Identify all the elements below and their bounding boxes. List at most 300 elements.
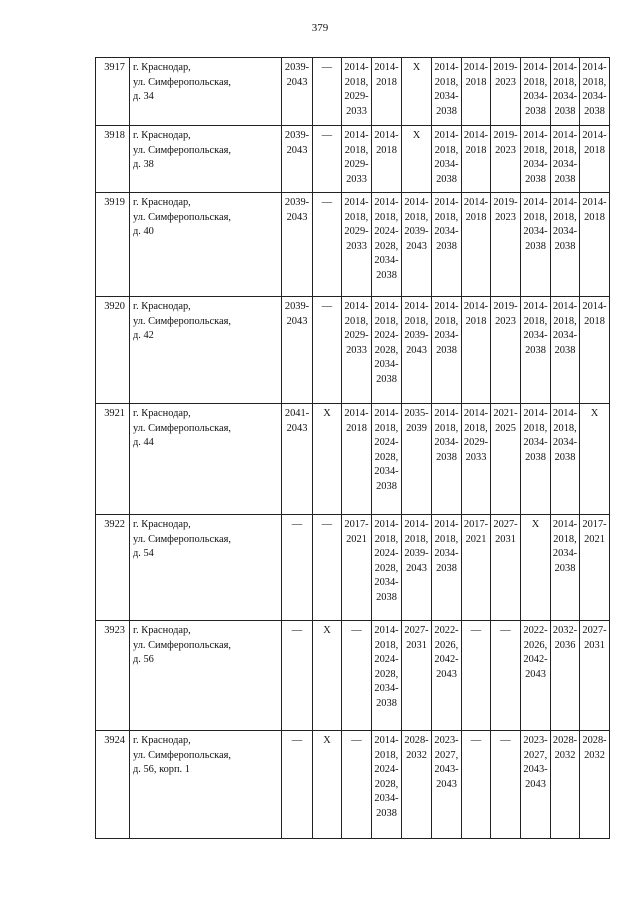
- period-value: 2033: [346, 240, 367, 252]
- period-value: 2014-: [552, 408, 578, 419]
- period-value: X: [412, 62, 421, 73]
- table-row: [96, 404, 610, 515]
- period-cell: [580, 731, 610, 839]
- period-cell: [491, 621, 521, 731]
- period-value: —: [321, 519, 333, 530]
- period-cell: [432, 126, 462, 193]
- period-value: 2034-: [374, 793, 399, 804]
- period-value: X: [412, 130, 421, 141]
- period-value: 2028-: [404, 735, 429, 746]
- row-number: 3920: [96, 297, 130, 404]
- period-value: X: [323, 735, 331, 746]
- period-value: 2039-: [284, 197, 310, 208]
- address-line: г. Краснодар,: [133, 735, 191, 746]
- period-value: 2034-: [523, 91, 548, 102]
- period-value: 2018,: [553, 76, 577, 88]
- row-number: 3918: [96, 126, 130, 193]
- period-cell: [372, 621, 402, 731]
- period-value: 2018,: [344, 76, 369, 88]
- period-value: 2018: [376, 144, 397, 156]
- period-cell: [521, 58, 551, 126]
- table-row: [96, 297, 610, 404]
- address-line: д. 54: [133, 548, 154, 559]
- period-value: 2014-: [582, 130, 607, 141]
- period-cell: [372, 193, 402, 297]
- period-cell: [462, 404, 491, 515]
- period-value: 2027,: [434, 749, 459, 761]
- period-value: 2034-: [582, 91, 607, 102]
- address-cell: [130, 193, 282, 297]
- period-value: 2017-: [582, 519, 607, 530]
- period-value: 2027-: [582, 625, 607, 636]
- period-value: 2024-: [374, 654, 399, 665]
- period-value: 2034-: [552, 437, 578, 448]
- period-value: 2014-: [434, 408, 459, 419]
- period-value: 2043: [525, 778, 546, 790]
- period-value: 2014-: [463, 408, 489, 419]
- period-value: 2038: [554, 344, 576, 356]
- period-cell: [580, 621, 610, 731]
- period-value: 2043: [406, 562, 427, 574]
- period-cell: [282, 621, 313, 731]
- period-value: 2022-: [523, 625, 548, 636]
- period-value: 2014-: [523, 408, 548, 419]
- period-cell: [491, 193, 521, 297]
- period-value: 2038: [376, 591, 397, 603]
- period-value: 2038: [376, 373, 397, 385]
- period-value: 2018,: [344, 144, 369, 156]
- period-value: 2026,: [523, 639, 548, 651]
- period-value: 2018,: [404, 211, 429, 223]
- period-value: 2014-: [463, 197, 489, 208]
- period-value: 2018,: [344, 315, 369, 327]
- period-cell: [372, 126, 402, 193]
- period-value: 2034-: [374, 359, 399, 370]
- address-line: д. 34: [133, 91, 154, 102]
- period-value: 2028,: [374, 344, 399, 356]
- address-line: ул. Симферопольская,: [133, 76, 231, 88]
- period-value: 2018,: [404, 533, 429, 545]
- row-number: 3921: [96, 404, 130, 515]
- period-value: —: [351, 735, 362, 746]
- period-value: 2014-: [552, 301, 578, 312]
- period-cell: [551, 515, 580, 621]
- table-row: [96, 621, 610, 731]
- period-value: 2014-: [552, 62, 578, 73]
- period-value: 2029-: [344, 330, 369, 341]
- period-cell: [432, 297, 462, 404]
- address-cell: [130, 404, 282, 515]
- period-cell: [432, 58, 462, 126]
- period-value: 2032: [584, 749, 605, 761]
- period-cell: [551, 297, 580, 404]
- period-cell: [342, 193, 372, 297]
- period-value: 2034-: [374, 466, 399, 477]
- address-line: г. Краснодар,: [133, 408, 191, 419]
- period-value: 2014-: [374, 625, 399, 636]
- period-cell: [551, 193, 580, 297]
- period-value: 2014-: [523, 130, 548, 141]
- period-value: 2039-: [284, 62, 310, 73]
- period-value: 2014-: [374, 519, 399, 530]
- period-value: 2042-: [523, 654, 548, 665]
- table-row: [96, 58, 610, 126]
- period-value: 2038: [525, 451, 546, 463]
- period-value: 2034-: [374, 577, 399, 588]
- period-cell: [580, 126, 610, 193]
- period-value: 2039-: [404, 226, 429, 237]
- period-value: 2034-: [552, 159, 578, 170]
- address-line: ул. Симферопольская,: [133, 533, 231, 545]
- address-cell: [130, 297, 282, 404]
- period-cell: [580, 515, 610, 621]
- period-value: 2034-: [434, 548, 459, 559]
- period-value: 2014-: [434, 301, 459, 312]
- period-value: 2034-: [523, 330, 548, 341]
- period-value: 2018,: [523, 76, 548, 88]
- period-cell: [372, 515, 402, 621]
- period-value: 2043-: [523, 764, 548, 775]
- address-line: ул. Симферопольская,: [133, 144, 231, 156]
- period-value: 2014-: [344, 197, 369, 208]
- period-value: 2043: [406, 240, 427, 252]
- period-value: 2014-: [552, 130, 578, 141]
- period-value: 2043-: [434, 764, 459, 775]
- period-value: 2018,: [434, 144, 459, 156]
- period-value: 2034-: [552, 330, 578, 341]
- address-line: ул. Симферопольская,: [133, 315, 231, 327]
- period-value: 2018,: [374, 749, 399, 761]
- period-value: 2023-: [434, 735, 459, 746]
- period-value: 2014-: [434, 197, 459, 208]
- period-cell: [342, 731, 372, 839]
- period-cell: [402, 515, 432, 621]
- period-value: 2033: [346, 344, 367, 356]
- period-cell: [521, 404, 551, 515]
- period-value: 2018: [584, 211, 605, 223]
- period-value: 2014-: [374, 62, 399, 73]
- period-value: 2014-: [552, 519, 578, 530]
- period-value: 2038: [554, 240, 576, 252]
- period-cell: [551, 621, 580, 731]
- period-value: 2034-: [434, 159, 459, 170]
- period-value: 2034-: [552, 548, 578, 559]
- period-value: 2024-: [374, 226, 399, 237]
- period-value: 2014-: [463, 301, 489, 312]
- period-cell: [491, 58, 521, 126]
- address-cell: [130, 126, 282, 193]
- period-cell: [491, 297, 521, 404]
- row-number: 3922: [96, 515, 130, 621]
- address-line: г. Краснодар,: [133, 130, 191, 141]
- period-cell: [521, 193, 551, 297]
- period-cell: [402, 297, 432, 404]
- period-value: 2018,: [434, 533, 459, 545]
- period-value: 2014-: [404, 519, 429, 530]
- period-value: —: [470, 625, 482, 636]
- period-cell: [491, 126, 521, 193]
- period-cell: [551, 404, 580, 515]
- period-value: 2014-: [582, 301, 607, 312]
- period-value: 2029-: [344, 226, 369, 237]
- period-value: —: [500, 625, 511, 636]
- period-cell: [462, 193, 491, 297]
- period-value: 2023-: [523, 735, 548, 746]
- address-cell: [130, 58, 282, 126]
- period-value: 2043: [436, 778, 457, 790]
- period-value: 2034-: [434, 226, 459, 237]
- period-cell: [282, 515, 313, 621]
- period-value: —: [321, 62, 333, 73]
- period-cell: [372, 297, 402, 404]
- period-cell: [372, 58, 402, 126]
- period-value: 2038: [436, 562, 457, 574]
- period-value: 2026,: [434, 639, 459, 651]
- period-value: 2028,: [374, 240, 399, 252]
- period-value: 2039: [406, 422, 427, 434]
- period-value: 2028,: [374, 668, 399, 680]
- period-value: 2014-: [523, 301, 548, 312]
- period-cell: [282, 126, 313, 193]
- period-value: 2034-: [374, 255, 399, 266]
- row-number: 3917: [96, 58, 130, 126]
- period-value: 2039-: [404, 548, 429, 559]
- period-value: 2018: [584, 315, 605, 327]
- period-value: 2018,: [404, 315, 429, 327]
- period-value: 2018,: [553, 211, 577, 223]
- period-value: 2014-: [463, 62, 489, 73]
- period-value: 2018,: [553, 315, 577, 327]
- period-cell: [342, 515, 372, 621]
- period-value: 2038: [554, 451, 576, 463]
- period-value: 2018: [465, 144, 487, 156]
- period-cell: [342, 621, 372, 731]
- period-value: 2023: [495, 211, 516, 223]
- address-cell: [130, 515, 282, 621]
- period-value: 2043: [286, 211, 308, 223]
- period-cell: [372, 731, 402, 839]
- period-value: 2038: [525, 173, 546, 185]
- period-cell: [432, 515, 462, 621]
- period-value: 2031: [495, 533, 516, 545]
- period-cell: [551, 126, 580, 193]
- period-value: 2024-: [374, 764, 399, 775]
- table-row: [96, 731, 610, 839]
- period-value: 2018,: [523, 211, 548, 223]
- period-value: 2014-: [374, 735, 399, 746]
- period-value: 2042-: [434, 654, 459, 665]
- table-row: [96, 126, 610, 193]
- period-value: 2028-: [552, 735, 578, 746]
- period-value: 2018: [346, 422, 367, 434]
- period-value: 2014-: [523, 197, 548, 208]
- period-value: 2014-: [434, 519, 459, 530]
- period-value: 2014-: [523, 62, 548, 73]
- period-value: 2029-: [463, 437, 489, 448]
- period-value: 2021-: [493, 408, 518, 419]
- period-value: 2034-: [434, 91, 459, 102]
- period-value: 2038: [525, 105, 546, 117]
- address-line: д. 56, корп. 1: [133, 764, 190, 775]
- period-value: 2033: [465, 451, 487, 463]
- period-value: 2043: [525, 668, 546, 680]
- period-value: 2043: [436, 668, 457, 680]
- period-value: 2018,: [434, 315, 459, 327]
- period-cell: [462, 731, 491, 839]
- period-value: 2018: [465, 76, 487, 88]
- period-value: 2038: [525, 344, 546, 356]
- period-value: 2028-: [582, 735, 607, 746]
- period-value: 2018,: [374, 211, 399, 223]
- period-value: 2018,: [553, 422, 577, 434]
- period-cell: [313, 126, 342, 193]
- period-value: 2038: [436, 105, 457, 117]
- period-value: 2018,: [523, 422, 548, 434]
- period-value: 2023: [495, 144, 516, 156]
- period-value: 2038: [525, 240, 546, 252]
- period-value: 2043: [286, 422, 308, 434]
- period-cell: [402, 58, 432, 126]
- address-line: г. Краснодар,: [133, 301, 191, 312]
- period-value: 2014-: [374, 301, 399, 312]
- period-value: 2039-: [284, 130, 310, 141]
- period-cell: [432, 193, 462, 297]
- period-value: 2014-: [344, 130, 369, 141]
- period-value: 2018,: [553, 144, 577, 156]
- address-line: ул. Симферопольская,: [133, 639, 231, 651]
- period-value: 2021: [346, 533, 367, 545]
- period-value: 2018,: [523, 315, 548, 327]
- period-value: 2039-: [404, 330, 429, 341]
- period-value: 2029-: [344, 91, 369, 102]
- period-value: 2018,: [434, 422, 459, 434]
- period-value: 2034-: [434, 330, 459, 341]
- period-value: 2032: [554, 749, 576, 761]
- address-line: г. Краснодар,: [133, 62, 191, 73]
- period-cell: [580, 58, 610, 126]
- period-cell: [521, 126, 551, 193]
- period-value: 2036: [554, 639, 576, 651]
- period-value: X: [323, 625, 331, 636]
- period-cell: [372, 404, 402, 515]
- period-value: 2038: [376, 697, 397, 709]
- period-value: 2018,: [582, 76, 607, 88]
- period-value: 2022-: [434, 625, 459, 636]
- period-value: 2032-: [552, 625, 578, 636]
- period-cell: [313, 193, 342, 297]
- period-cell: [282, 404, 313, 515]
- period-value: 2014-: [582, 197, 607, 208]
- period-cell: [521, 515, 551, 621]
- period-cell: [580, 193, 610, 297]
- period-value: 2027,: [523, 749, 548, 761]
- period-value: 2018,: [344, 211, 369, 223]
- period-value: 2018,: [553, 533, 577, 545]
- period-value: 2019-: [493, 130, 518, 141]
- period-cell: [402, 126, 432, 193]
- row-number: 3923: [96, 621, 130, 731]
- period-value: —: [321, 130, 333, 141]
- period-value: 2014-: [463, 130, 489, 141]
- period-cell: [521, 297, 551, 404]
- period-value: 2031: [584, 639, 605, 651]
- period-value: 2018,: [464, 422, 488, 434]
- period-value: 2043: [286, 76, 308, 88]
- period-value: 2043: [406, 344, 427, 356]
- period-value: 2018,: [374, 639, 399, 651]
- period-value: 2014-: [374, 408, 399, 419]
- period-cell: [342, 126, 372, 193]
- period-cell: [282, 193, 313, 297]
- period-value: 2034-: [374, 683, 399, 694]
- period-cell: [462, 58, 491, 126]
- period-cell: [432, 404, 462, 515]
- table-row: [96, 193, 610, 297]
- period-value: 2033: [346, 105, 367, 117]
- period-cell: [580, 404, 610, 515]
- period-value: 2018,: [374, 533, 399, 545]
- period-cell: [282, 297, 313, 404]
- period-value: 2014-: [374, 197, 399, 208]
- address-line: д. 40: [133, 226, 154, 237]
- period-value: 2028,: [374, 451, 399, 463]
- period-cell: [282, 58, 313, 126]
- period-value: X: [590, 408, 599, 419]
- period-value: 2023: [495, 315, 516, 327]
- period-value: 2019-: [493, 197, 518, 208]
- period-value: 2038: [376, 269, 397, 281]
- period-value: 2014-: [344, 62, 369, 73]
- period-value: X: [531, 519, 540, 530]
- period-value: 2014-: [404, 301, 429, 312]
- address-line: г. Краснодар,: [133, 625, 191, 636]
- period-value: —: [321, 197, 333, 208]
- period-cell: [402, 404, 432, 515]
- period-value: 2018: [465, 315, 487, 327]
- period-value: 2025: [495, 422, 516, 434]
- period-cell: [462, 621, 491, 731]
- address-line: ул. Симферопольская,: [133, 422, 231, 434]
- period-value: 2024-: [374, 437, 399, 448]
- repair-schedule-table: [95, 57, 610, 839]
- period-value: 2019-: [493, 62, 518, 73]
- period-value: 2014-: [374, 130, 399, 141]
- period-value: —: [291, 519, 303, 530]
- period-value: 2018: [584, 144, 605, 156]
- period-value: 2028,: [374, 562, 399, 574]
- period-value: 2038: [436, 173, 457, 185]
- period-cell: [462, 297, 491, 404]
- period-cell: [313, 515, 342, 621]
- period-cell: [491, 404, 521, 515]
- address-line: д. 42: [133, 330, 154, 341]
- period-cell: [313, 297, 342, 404]
- address-cell: [130, 621, 282, 731]
- period-value: 2018,: [374, 422, 399, 434]
- address-line: д. 56: [133, 654, 154, 665]
- period-value: 2021: [465, 533, 487, 545]
- period-value: —: [321, 301, 333, 312]
- period-value: 2035-: [404, 408, 429, 419]
- period-value: 2018,: [374, 315, 399, 327]
- period-cell: [342, 404, 372, 515]
- period-value: 2031: [406, 639, 427, 651]
- row-number: 3919: [96, 193, 130, 297]
- period-value: 2023: [495, 76, 516, 88]
- period-value: 2041-: [284, 408, 310, 419]
- period-value: 2038: [554, 105, 576, 117]
- period-value: 2017-: [463, 519, 489, 530]
